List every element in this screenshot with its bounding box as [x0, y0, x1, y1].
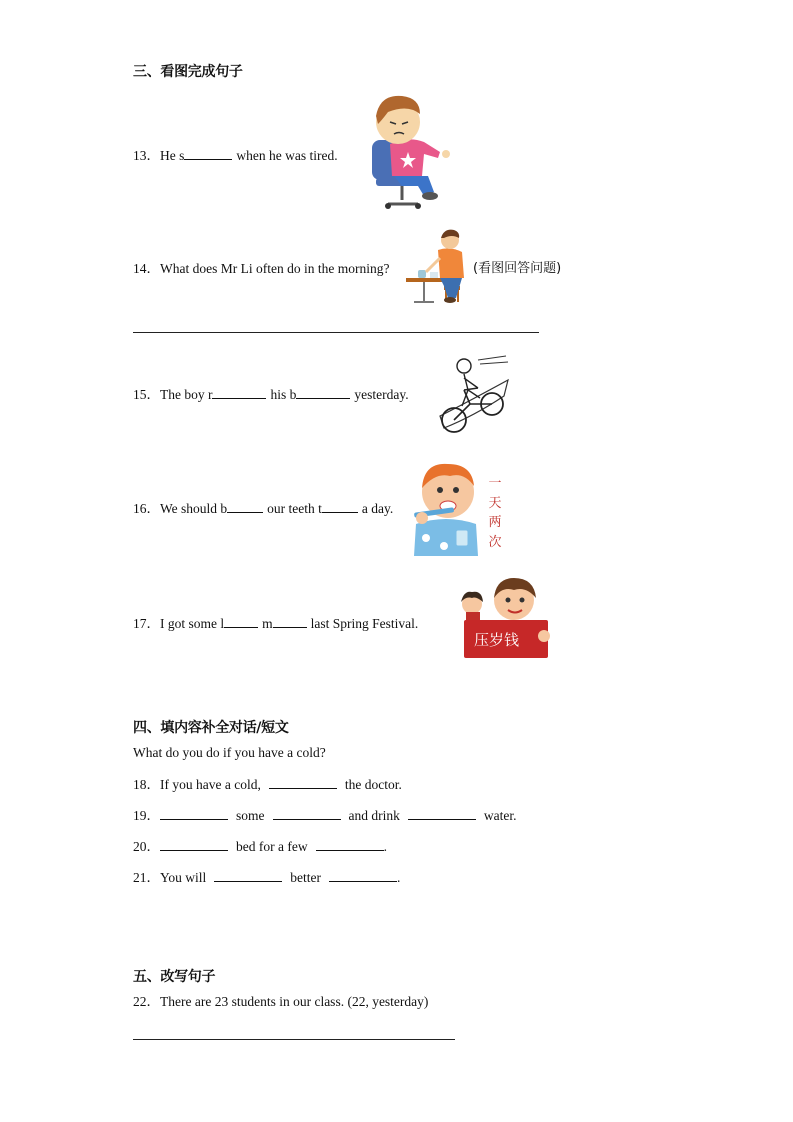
- question-text: The boy r: [160, 387, 213, 402]
- question-text: yesterday.: [354, 387, 409, 402]
- question-text: I got some l: [160, 616, 225, 631]
- question-14: [133, 261, 389, 277]
- chair-wheel: [385, 203, 391, 209]
- question-text: when he was tired.: [236, 148, 338, 163]
- section-heading-3: 三、看图完成句子: [133, 64, 243, 80]
- question-number: 16．: [133, 501, 160, 516]
- shoe: [444, 297, 456, 303]
- answer-blank[interactable]: [273, 615, 307, 628]
- section-heading-5: 五、改写句子: [133, 969, 216, 985]
- question-text: m: [262, 616, 273, 631]
- question-number: 22．: [133, 994, 160, 1009]
- hand: [538, 630, 550, 642]
- eye: [453, 487, 459, 493]
- question-18: [133, 776, 402, 793]
- side-text-once-twice-a-day: [487, 474, 503, 552]
- boy-brushing-teeth-illustration: [410, 458, 482, 558]
- speed-line: [480, 362, 508, 364]
- dialog-intro: What do you do if you have a cold?: [133, 745, 326, 760]
- cup-icon: [418, 270, 426, 278]
- question-22: [133, 994, 428, 1010]
- answer-blank[interactable]: [322, 500, 358, 513]
- question-19: [133, 807, 517, 824]
- question-text: .: [397, 870, 401, 885]
- question-text: a day.: [361, 501, 394, 516]
- answer-blank[interactable]: [160, 838, 228, 851]
- hand: [442, 150, 450, 158]
- question-text: If you have a cold,: [160, 777, 261, 792]
- question-text: He s: [160, 148, 185, 163]
- red-envelope-label: 压岁钱: [474, 631, 520, 649]
- question-number: 19．: [133, 808, 160, 823]
- hand: [416, 512, 428, 524]
- question-text: bed for a few: [236, 839, 308, 854]
- question-13: [133, 147, 338, 164]
- head: [457, 359, 471, 373]
- question-number: 13．: [133, 148, 160, 163]
- plate: [430, 272, 438, 278]
- side-char: 天: [488, 495, 502, 511]
- answer-blank[interactable]: [269, 776, 337, 789]
- answer-blank[interactable]: [224, 615, 258, 628]
- orange-shirt: [438, 248, 464, 278]
- side-char: 一: [488, 476, 502, 491]
- question-text: his b: [270, 387, 297, 402]
- shoe: [422, 192, 438, 200]
- eye: [520, 598, 525, 603]
- answer-blank[interactable]: [214, 869, 282, 882]
- boy-riding-bike-illustration: [434, 354, 512, 440]
- question-number: 18．: [133, 777, 160, 792]
- question-text: better: [290, 870, 322, 885]
- question-16: [133, 500, 393, 517]
- question-17: [133, 615, 418, 632]
- eye: [506, 598, 511, 603]
- question-number: 17．: [133, 616, 160, 631]
- answer-blank[interactable]: [296, 386, 350, 399]
- side-char: 次: [488, 534, 502, 550]
- question-text: some: [236, 808, 265, 823]
- question-number: 21．: [133, 870, 160, 885]
- answer-blank[interactable]: [273, 807, 341, 820]
- answer-blank[interactable]: [316, 838, 384, 851]
- question-15: [133, 386, 409, 403]
- boy-with-red-envelope-illustration: [452, 576, 552, 662]
- pink-shirt: [390, 139, 440, 176]
- eye: [437, 487, 443, 493]
- answer-line[interactable]: [133, 332, 539, 333]
- question-text: water.: [483, 808, 517, 823]
- question-text: the doctor.: [344, 777, 402, 792]
- question-20: [133, 838, 387, 855]
- question-text: last Spring Festival.: [310, 616, 419, 631]
- man-at-breakfast-table-illustration: [404, 228, 470, 306]
- star-pattern: [440, 542, 448, 550]
- table-top: [406, 278, 444, 282]
- question-text: .: [383, 839, 387, 854]
- tired-boy-in-chair-illustration: [368, 92, 452, 214]
- star-pattern: [422, 534, 430, 542]
- question-text: We should b: [160, 501, 228, 516]
- question-text: and drink: [348, 808, 400, 823]
- question-text: What does Mr Li often do in the morning?: [160, 261, 390, 276]
- answer-blank[interactable]: [227, 500, 263, 513]
- speed-line: [478, 356, 506, 360]
- question-text: our teeth t: [267, 501, 322, 516]
- chair-wheel: [415, 203, 421, 209]
- question-14-hint: (看图回答问题): [473, 261, 562, 276]
- question-text: There are 23 students in our class. (22, yesterday): [160, 994, 429, 1009]
- question-text: You will: [160, 870, 207, 885]
- arm: [426, 258, 440, 272]
- question-21: [133, 869, 400, 886]
- answer-blank[interactable]: [212, 386, 266, 399]
- cup-icon: [456, 530, 468, 546]
- answer-blank[interactable]: [329, 869, 397, 882]
- section-heading-4: 四、填内容补全对话/短文: [133, 720, 289, 736]
- answer-blank[interactable]: [184, 147, 232, 160]
- question-number: 14．: [133, 261, 160, 276]
- answer-blank[interactable]: [408, 807, 476, 820]
- answer-line[interactable]: [133, 1039, 455, 1040]
- answer-blank[interactable]: [160, 807, 228, 820]
- question-number: 20．: [133, 839, 160, 854]
- side-char: 两: [488, 515, 502, 530]
- question-number: 15．: [133, 387, 160, 402]
